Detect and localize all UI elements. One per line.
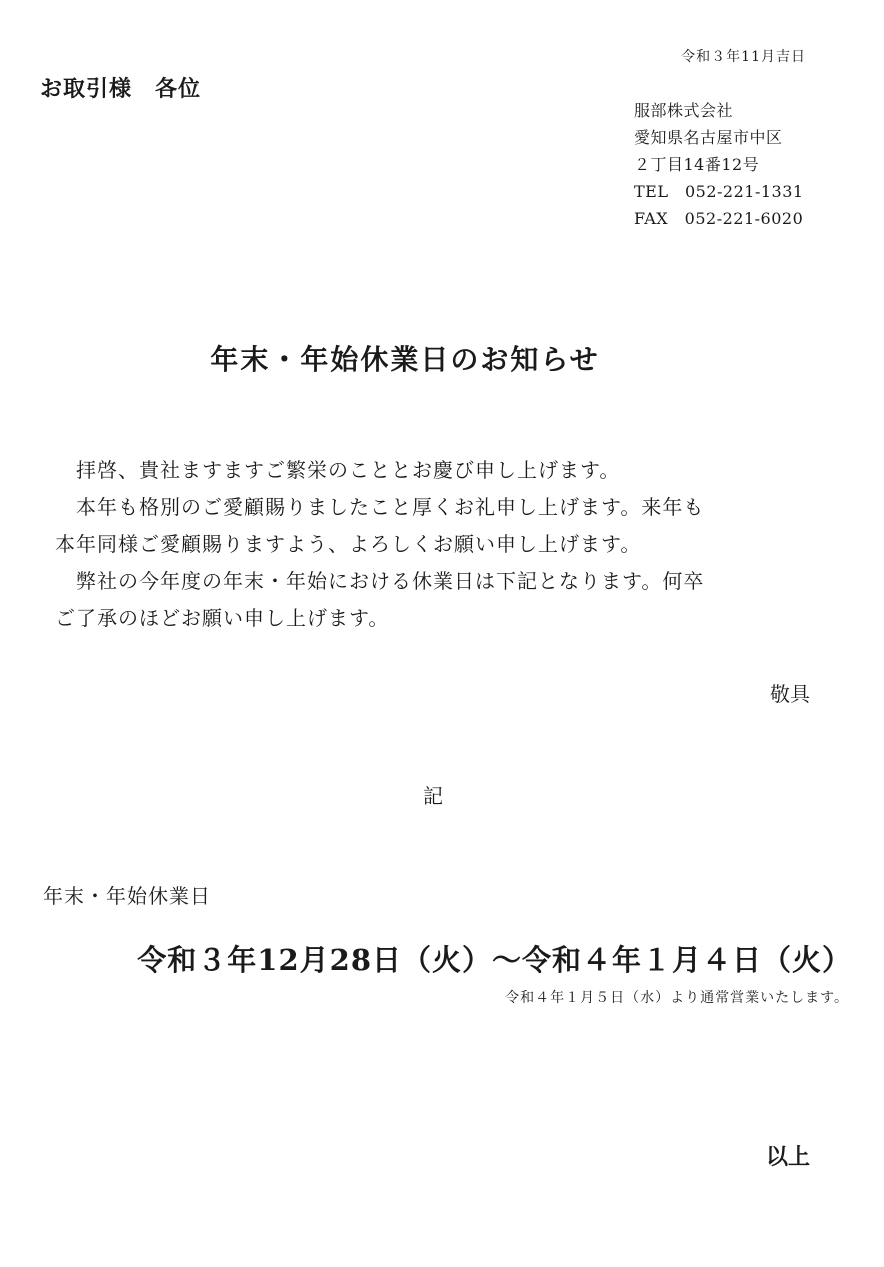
end-mark: 以上: [765, 1144, 810, 1170]
sender-address-line-1: 愛知県名古屋市中区: [634, 128, 783, 147]
body-line: 拝啓、貴社ますますご繁栄のこととお慶び申し上げます。: [55, 458, 621, 482]
body-line: ご了承のほどお願い申し上げます。: [55, 606, 390, 630]
sender-tel: TEL 052-221-1331: [634, 182, 804, 201]
sender-block: [634, 97, 804, 232]
body-line: 本年も格別のご愛顧賜りましたこと厚くお礼申し上げます。来年も: [55, 495, 705, 519]
closing-keigu: 敬具: [770, 682, 810, 706]
holiday-period: 令和３年12月28日（火）～令和４年１月４日（火）: [137, 943, 852, 977]
body-line: 本年同様ご愛顧賜りますよう、よろしくお願い申し上げます。: [55, 532, 642, 556]
body-line: 弊社の今年度の年末・年始における休業日は下記となります。何卒: [55, 569, 705, 593]
holiday-label: 年末・年始休業日: [43, 884, 211, 908]
sender-address-line-2: ２丁目14番12号: [634, 155, 760, 174]
sender-fax: FAX 052-221-6020: [634, 209, 804, 228]
resume-note: 令和４年１月５日（水）より通常営業いたします。: [505, 990, 849, 1006]
body-paragraphs: [55, 452, 704, 637]
document-date: 令和３年11月吉日: [681, 49, 806, 65]
ki-heading: 記: [423, 784, 443, 808]
sender-company: 服部株式会社: [634, 101, 734, 120]
recipient-line: お取引様 各位: [40, 76, 202, 102]
document-title: 年末・年始休業日のお知らせ: [210, 343, 600, 376]
